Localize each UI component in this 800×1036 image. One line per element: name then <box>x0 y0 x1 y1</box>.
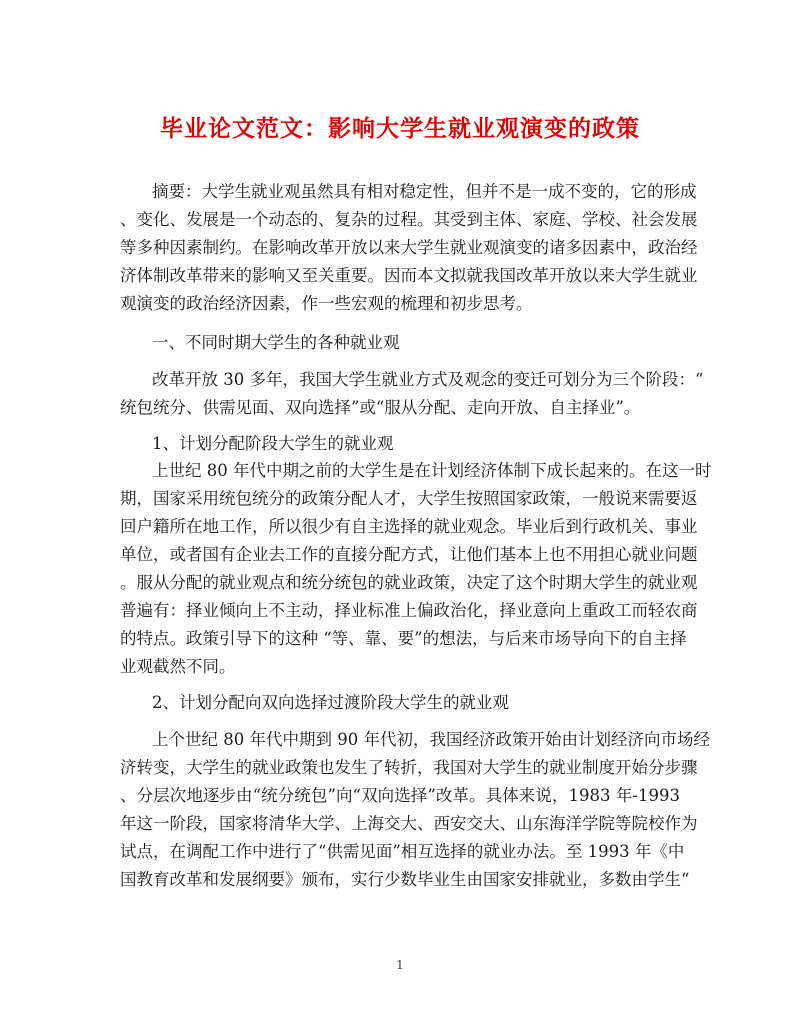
body-line: 回户籍所在地工作，所以很少有自主选择的就业观念。毕业后到行政机关、事业 <box>120 517 698 536</box>
body-line: 等多种因素制约。在影响改革开放以来大学生就业观演变的诸多因素中，政治经 <box>120 238 698 257</box>
body-line: 单位，或者国有企业去工作的直接分配方式，让他们基本上也不用担心就业问题 <box>120 545 698 564</box>
body-line: 济转变，大学生的就业政策也发生了转折，我国对大学生的就业制度开始分步骤 <box>120 758 698 777</box>
body-line: 改革开放 30 多年，我国大学生就业方式及观念的变迁可划分为三个阶段：“ <box>152 370 704 389</box>
body-line: 期，国家采用统包统分的政策分配人才，大学生按照国家政策，一般说来需要返 <box>120 489 698 508</box>
body-line: 的特点。政策引导下的这种 “等、靠、要”的想法，与后来市场导向下的自主择 <box>120 629 687 648</box>
body-line: 国教育改革和发展纲要》颁布，实行少数毕业生由国家安排就业，多数由学生“ <box>120 870 690 889</box>
body-line: 上个世纪 80 年代中期到 90 年代初，我国经济政策开始由计划经济向市场经 <box>152 730 710 749</box>
page-number: 1 <box>396 958 404 972</box>
body-line: 观演变的政治经济因素，作一些宏观的梳理和初步思考。 <box>120 294 533 313</box>
body-line: 、分层次地逐步由“统分统包”向“双向选择”改革。具体来说，1983 年-1993 <box>120 786 680 805</box>
subsection-heading: 1、计划分配阶段大学生的就业观 <box>152 434 394 453</box>
body-line: 业观截然不同。 <box>120 657 236 676</box>
body-line: 上世纪 80 年代中期之前的大学生是在计划经济体制下成长起来的。在这一时 <box>152 461 712 480</box>
body-line: 摘要：大学生就业观虽然具有相对稳定性，但并不是一成不变的，它的形成 <box>152 182 697 201</box>
body-line: 济体制改革带来的影响又至关重要。因而本文拟就我国改革开放以来大学生就业 <box>120 266 698 285</box>
body-line: 、变化、发展是一个动态的、复杂的过程。其受到主体、家庭、学校、社会发展 <box>120 210 698 229</box>
section-heading: 一、不同时期大学生的各种就业观 <box>152 333 400 352</box>
body-line: 统包统分、供需见面、双向选择”或“服从分配、走向开放、自主择业”。 <box>120 398 641 417</box>
body-line: 普遍有：择业倾向上不主动，择业标准上偏政治化，择业意向上重政工而轻农商 <box>120 601 698 620</box>
body-line: 试点，在调配工作中进行了“供需见面”相互选择的就业办法。至 1993 年《中 <box>120 842 685 861</box>
document-title: 毕业论文范文：影响大学生就业观演变的政策 <box>160 115 640 142</box>
subsection-heading: 2、计划分配向双向选择过渡阶段大学生的就业观 <box>152 693 509 712</box>
body-line: 。服从分配的就业观点和统分统包的就业政策，决定了这个时期大学生的就业观 <box>120 573 698 592</box>
body-line: 年这一阶段，国家将清华大学、上海交大、西安交大、山东海洋学院等院校作为 <box>120 814 698 833</box>
